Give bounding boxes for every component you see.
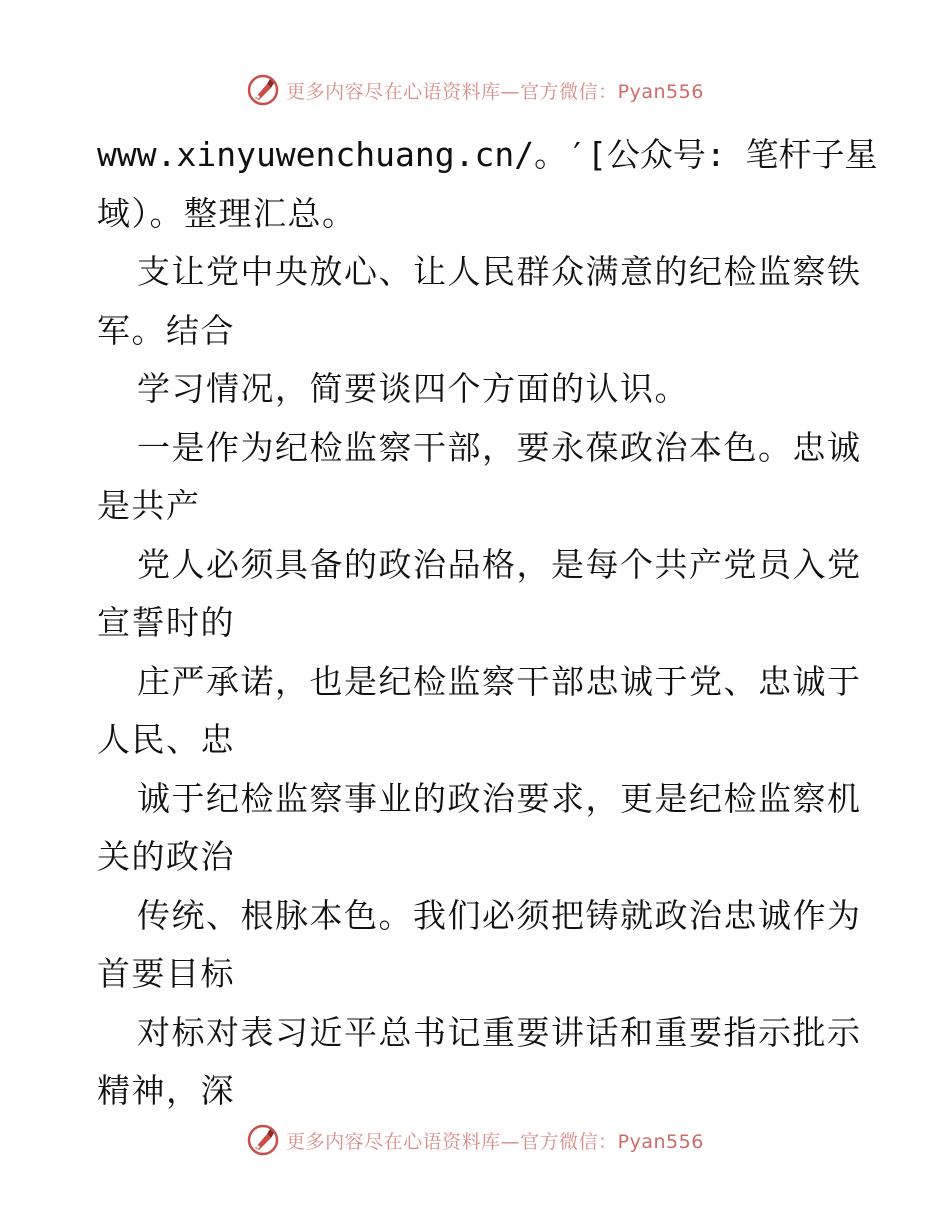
- text-line: 传统、根脉本色。我们必须把铸就政治忠诚作为: [137, 895, 862, 935]
- watermark-text: 更多内容尽在心语资料库—官方微信：Pyan556: [286, 1130, 704, 1153]
- text-line: 学习情况，简要谈四个方面的认识。: [137, 369, 689, 408]
- footer-watermark: [0, 1120, 950, 1160]
- pen-nib-logo-icon: [246, 73, 280, 107]
- text-line: 是共产: [97, 486, 201, 525]
- text-line: 首要目标: [97, 954, 235, 993]
- text-line: 对标对表习近平总书记重要讲话和重要指示批示: [137, 1012, 862, 1052]
- text-line: 宣誓时的: [97, 603, 235, 642]
- text-line: 诚于纪检监察事业的政治要求，更是纪检监察机: [137, 778, 862, 818]
- text-line: 一是作为纪检监察干部，要永葆政治本色。忠诚: [137, 427, 862, 467]
- text-line: 人民、忠: [97, 720, 235, 759]
- text-line: www.xinyuwenchuang.cn/。′[公众号: 笔杆子星: [97, 135, 878, 174]
- pen-nib-logo-icon: [246, 1123, 280, 1157]
- text-line: 党人必须具备的政治品格，是每个共产党员入党: [137, 544, 862, 584]
- watermark-brand: Pyan556: [617, 1130, 704, 1153]
- document-body: [97, 126, 878, 1121]
- text-line: 支让党中央放心、让人民群众满意的纪检监察铁: [137, 252, 862, 291]
- watermark-brand: Pyan556: [617, 80, 704, 103]
- watermark-text: 更多内容尽在心语资料库—官方微信：Pyan556: [286, 80, 704, 103]
- text-line: 庄严承诺，也是纪检监察干部忠诚于党、忠诚于: [137, 661, 862, 701]
- text-line: 域）。整理汇总。: [97, 193, 357, 233]
- text-line: 军。结合: [97, 310, 235, 350]
- text-line: 关的政治: [97, 837, 235, 876]
- text-line: 精神，深: [97, 1071, 235, 1110]
- header-watermark: [0, 70, 950, 110]
